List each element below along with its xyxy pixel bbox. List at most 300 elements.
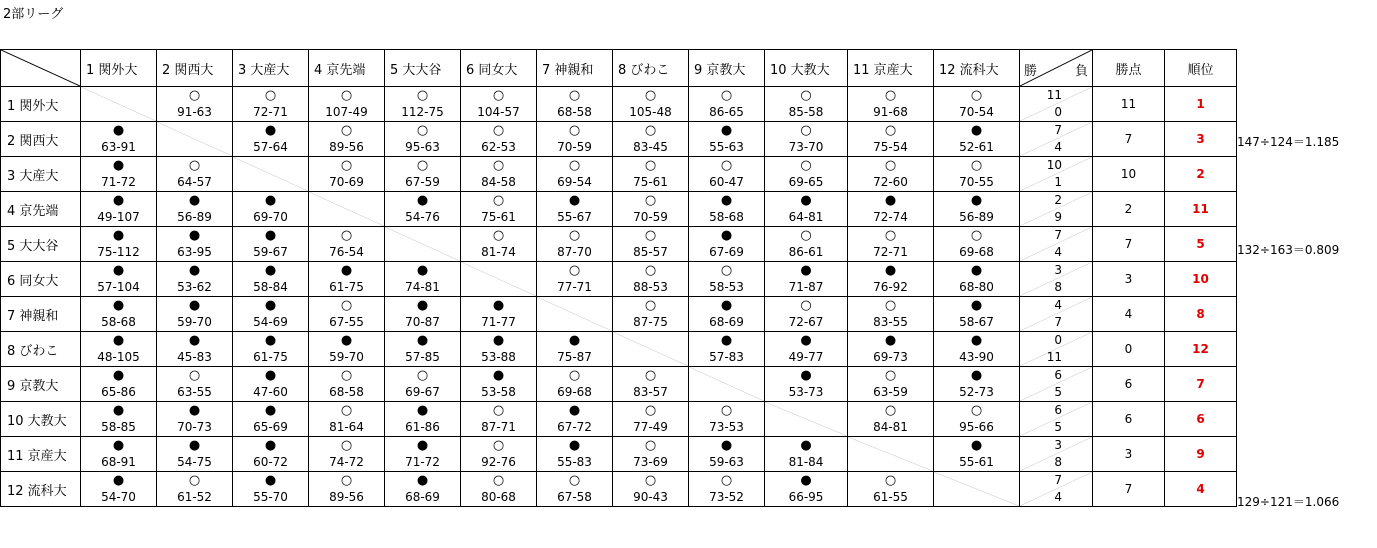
win-mark: ○ bbox=[340, 228, 353, 243]
score: 68-80 bbox=[959, 280, 994, 294]
row-team-name: 12 流科大 bbox=[1, 472, 81, 507]
loss-mark: ● bbox=[112, 263, 125, 278]
loss-mark: ● bbox=[720, 123, 733, 138]
win-mark: ○ bbox=[416, 123, 429, 138]
win-mark: ○ bbox=[800, 298, 812, 313]
result-cell bbox=[848, 297, 934, 332]
score: 70-87 bbox=[405, 315, 440, 329]
points-cell: 3 bbox=[1093, 437, 1165, 472]
score: 71-72 bbox=[405, 455, 440, 469]
loss-mark: ● bbox=[112, 298, 125, 313]
score: 91-68 bbox=[873, 105, 908, 119]
loss-mark: ● bbox=[264, 473, 277, 488]
loss-mark: ● bbox=[264, 193, 277, 208]
result-cell bbox=[309, 262, 385, 297]
score: 59-67 bbox=[253, 245, 288, 259]
self-match-cell bbox=[934, 472, 1020, 507]
wins: 7 bbox=[1054, 228, 1062, 242]
win-mark: ○ bbox=[340, 368, 353, 383]
result-cell bbox=[157, 262, 233, 297]
header-win: 勝 bbox=[1024, 64, 1038, 79]
loss-mark: ● bbox=[720, 438, 733, 453]
result-cell bbox=[385, 122, 461, 157]
header-team-10: 10 大教大 bbox=[765, 50, 848, 87]
score: 90-43 bbox=[633, 490, 668, 504]
score: 112-75 bbox=[401, 105, 444, 119]
rank-cell: 1 bbox=[1165, 87, 1237, 122]
score: 53-62 bbox=[177, 280, 212, 294]
points-cell: 11 bbox=[1093, 87, 1165, 122]
loss-mark: ● bbox=[800, 263, 812, 278]
score: 54-75 bbox=[177, 455, 212, 469]
result-cell bbox=[765, 472, 848, 507]
self-match-cell bbox=[613, 332, 689, 367]
win-loss-cell bbox=[1020, 437, 1093, 472]
result-cell bbox=[309, 297, 385, 332]
loss-mark: ● bbox=[112, 228, 125, 243]
loss-mark: ● bbox=[800, 473, 812, 488]
result-cell bbox=[385, 192, 461, 227]
score: 64-57 bbox=[177, 175, 212, 189]
header-team-5: 5 大大谷 bbox=[385, 50, 461, 87]
score: 62-53 bbox=[481, 140, 516, 154]
result-cell bbox=[848, 367, 934, 402]
result-cell bbox=[537, 87, 613, 122]
loss-mark: ● bbox=[112, 193, 125, 208]
self-match-cell bbox=[233, 157, 309, 192]
win-mark: ○ bbox=[720, 88, 733, 103]
loss-mark: ● bbox=[112, 403, 125, 418]
result-cell bbox=[309, 87, 385, 122]
score: 72-71 bbox=[873, 245, 908, 259]
win-mark: ○ bbox=[884, 228, 897, 243]
score: 91-63 bbox=[177, 105, 212, 119]
win-mark: ○ bbox=[800, 123, 812, 138]
loss-mark: ● bbox=[112, 368, 125, 383]
result-cell bbox=[461, 227, 537, 262]
win-mark: ○ bbox=[644, 158, 657, 173]
score: 73-69 bbox=[633, 455, 668, 469]
result-cell bbox=[848, 472, 934, 507]
header-team-8: 8 びわこ bbox=[613, 50, 689, 87]
score: 58-68 bbox=[709, 210, 744, 224]
result-cell bbox=[934, 192, 1020, 227]
result-cell bbox=[461, 472, 537, 507]
result-cell bbox=[765, 297, 848, 332]
table-row bbox=[1, 367, 1237, 402]
wins: 4 bbox=[1054, 298, 1062, 312]
win-loss-cell bbox=[1020, 122, 1093, 157]
result-cell bbox=[309, 157, 385, 192]
wins: 7 bbox=[1054, 123, 1062, 137]
table-row bbox=[1, 192, 1237, 227]
page-title: 2部リーグ bbox=[3, 7, 64, 22]
losses: 5 bbox=[1054, 385, 1062, 399]
result-cell bbox=[385, 367, 461, 402]
points-cell: 7 bbox=[1093, 122, 1165, 157]
win-mark: ○ bbox=[492, 88, 505, 103]
result-cell bbox=[157, 227, 233, 262]
points-cell: 3 bbox=[1093, 262, 1165, 297]
row-team-name: 11 京産大 bbox=[1, 437, 81, 472]
result-cell bbox=[309, 402, 385, 437]
rank-cell: 10 bbox=[1165, 262, 1237, 297]
result-cell bbox=[461, 157, 537, 192]
result-cell bbox=[233, 192, 309, 227]
loss-mark: ● bbox=[112, 473, 125, 488]
result-cell bbox=[461, 437, 537, 472]
self-match-cell bbox=[385, 227, 461, 262]
result-cell bbox=[157, 87, 233, 122]
result-cell bbox=[537, 192, 613, 227]
score: 84-81 bbox=[873, 420, 908, 434]
win-mark: ○ bbox=[492, 193, 505, 208]
loss-mark: ● bbox=[188, 263, 201, 278]
win-mark: ○ bbox=[884, 88, 897, 103]
win-mark: ○ bbox=[340, 403, 353, 418]
wins: 3 bbox=[1054, 438, 1062, 452]
score: 70-59 bbox=[557, 140, 592, 154]
win-mark: ○ bbox=[970, 228, 983, 243]
loss-mark: ● bbox=[720, 228, 733, 243]
table-row bbox=[1, 157, 1237, 192]
win-mark: ○ bbox=[188, 158, 201, 173]
league-table bbox=[0, 49, 1237, 507]
result-cell bbox=[934, 262, 1020, 297]
score: 72-71 bbox=[253, 105, 288, 119]
loss-mark: ● bbox=[568, 333, 581, 348]
loss-mark: ● bbox=[720, 298, 733, 313]
header-loss: 負 bbox=[1074, 64, 1088, 79]
result-cell bbox=[689, 332, 765, 367]
header-team-2: 2 関西大 bbox=[157, 50, 233, 87]
score: 59-70 bbox=[329, 350, 364, 364]
win-mark: ○ bbox=[568, 88, 581, 103]
result-cell bbox=[689, 297, 765, 332]
losses: 8 bbox=[1054, 455, 1062, 469]
score: 72-67 bbox=[788, 315, 824, 329]
result-cell bbox=[81, 472, 157, 507]
wins: 0 bbox=[1054, 333, 1062, 347]
score: 58-85 bbox=[101, 420, 136, 434]
loss-mark: ● bbox=[264, 403, 277, 418]
self-match-cell bbox=[157, 122, 233, 157]
score: 67-59 bbox=[405, 175, 440, 189]
loss-mark: ● bbox=[112, 123, 125, 138]
header-team-3: 3 大産大 bbox=[233, 50, 309, 87]
score: 68-69 bbox=[709, 315, 744, 329]
header-team-1: 1 関外大 bbox=[81, 50, 157, 87]
score: 57-64 bbox=[253, 140, 288, 154]
score: 61-75 bbox=[329, 280, 364, 294]
result-cell bbox=[81, 262, 157, 297]
losses: 4 bbox=[1054, 245, 1062, 259]
win-mark: ○ bbox=[568, 473, 581, 488]
score: 95-63 bbox=[405, 140, 440, 154]
win-mark: ○ bbox=[970, 403, 983, 418]
score: 81-84 bbox=[788, 455, 824, 469]
result-cell bbox=[461, 367, 537, 402]
score: 83-57 bbox=[633, 385, 668, 399]
score: 72-60 bbox=[873, 175, 908, 189]
score: 70-69 bbox=[329, 175, 364, 189]
corner-cell bbox=[1, 50, 81, 87]
points-cell: 10 bbox=[1093, 157, 1165, 192]
table-row bbox=[1, 402, 1237, 437]
score: 69-65 bbox=[788, 175, 824, 189]
score: 73-70 bbox=[788, 140, 824, 154]
result-cell bbox=[689, 157, 765, 192]
loss-mark: ● bbox=[970, 123, 983, 138]
score: 53-88 bbox=[481, 350, 516, 364]
result-cell bbox=[765, 262, 848, 297]
score: 89-56 bbox=[329, 140, 364, 154]
result-cell bbox=[157, 297, 233, 332]
result-cell bbox=[385, 157, 461, 192]
score: 81-64 bbox=[329, 420, 364, 434]
score: 55-61 bbox=[959, 455, 994, 469]
loss-mark: ● bbox=[800, 438, 812, 453]
result-cell bbox=[934, 227, 1020, 262]
win-mark: ○ bbox=[188, 368, 201, 383]
header-rank: 順位 bbox=[1165, 50, 1237, 87]
result-cell bbox=[309, 227, 385, 262]
win-mark: ○ bbox=[800, 158, 812, 173]
win-mark: ○ bbox=[416, 158, 429, 173]
loss-mark: ● bbox=[720, 333, 733, 348]
result-cell bbox=[765, 367, 848, 402]
result-cell bbox=[765, 332, 848, 367]
score: 92-76 bbox=[481, 455, 516, 469]
score: 70-55 bbox=[959, 175, 994, 189]
loss-mark: ● bbox=[264, 228, 277, 243]
result-cell bbox=[934, 297, 1020, 332]
result-cell bbox=[309, 437, 385, 472]
result-cell bbox=[309, 367, 385, 402]
loss-mark: ● bbox=[416, 403, 429, 418]
result-cell bbox=[765, 87, 848, 122]
win-mark: ○ bbox=[644, 228, 657, 243]
win-mark: ○ bbox=[644, 123, 657, 138]
header-team-9: 9 京教大 bbox=[689, 50, 765, 87]
row-team-name: 6 同女大 bbox=[1, 262, 81, 297]
header-team-12: 12 流科大 bbox=[934, 50, 1020, 87]
win-mark: ○ bbox=[644, 403, 657, 418]
result-cell bbox=[233, 402, 309, 437]
result-cell bbox=[157, 157, 233, 192]
loss-mark: ● bbox=[416, 438, 429, 453]
score: 75-54 bbox=[873, 140, 908, 154]
score: 52-73 bbox=[959, 385, 994, 399]
score: 72-74 bbox=[873, 210, 908, 224]
win-mark: ○ bbox=[720, 263, 733, 278]
points-cell: 0 bbox=[1093, 332, 1165, 367]
score: 95-66 bbox=[959, 420, 994, 434]
result-cell bbox=[233, 262, 309, 297]
win-mark: ○ bbox=[568, 123, 581, 138]
result-cell bbox=[157, 367, 233, 402]
win-mark: ○ bbox=[644, 263, 657, 278]
score: 47-60 bbox=[253, 385, 288, 399]
win-mark: ○ bbox=[188, 473, 201, 488]
win-mark: ○ bbox=[884, 298, 897, 313]
result-cell bbox=[461, 332, 537, 367]
result-cell bbox=[613, 367, 689, 402]
win-mark: ○ bbox=[188, 88, 201, 103]
result-cell bbox=[233, 332, 309, 367]
win-mark: ○ bbox=[644, 473, 657, 488]
result-cell bbox=[765, 192, 848, 227]
score: 67-55 bbox=[329, 315, 364, 329]
result-cell bbox=[309, 332, 385, 367]
result-cell bbox=[848, 157, 934, 192]
result-cell bbox=[689, 87, 765, 122]
wins: 10 bbox=[1046, 158, 1062, 172]
score: 74-81 bbox=[405, 280, 440, 294]
win-loss-cell bbox=[1020, 367, 1093, 402]
result-cell bbox=[689, 227, 765, 262]
table-row bbox=[1, 122, 1237, 157]
table-row bbox=[1, 472, 1237, 507]
score: 56-89 bbox=[177, 210, 212, 224]
row-team-name: 10 大教大 bbox=[1, 402, 81, 437]
win-mark: ○ bbox=[884, 123, 897, 138]
result-cell bbox=[613, 157, 689, 192]
result-cell bbox=[689, 402, 765, 437]
result-cell bbox=[537, 402, 613, 437]
points-cell: 6 bbox=[1093, 402, 1165, 437]
result-cell bbox=[157, 437, 233, 472]
win-mark: ○ bbox=[970, 88, 983, 103]
loss-mark: ● bbox=[884, 263, 897, 278]
loss-mark: ● bbox=[264, 368, 277, 383]
header-win-loss bbox=[1020, 50, 1093, 87]
loss-mark: ● bbox=[568, 438, 581, 453]
self-match-cell bbox=[765, 402, 848, 437]
self-match-cell bbox=[461, 262, 537, 297]
score: 75-87 bbox=[557, 350, 592, 364]
losses: 5 bbox=[1054, 420, 1062, 434]
loss-mark: ● bbox=[188, 333, 201, 348]
points-cell: 2 bbox=[1093, 192, 1165, 227]
loss-mark: ● bbox=[884, 333, 897, 348]
result-cell bbox=[934, 437, 1020, 472]
result-cell bbox=[848, 87, 934, 122]
score: 69-70 bbox=[253, 210, 288, 224]
score: 53-73 bbox=[788, 385, 824, 399]
score: 67-69 bbox=[709, 245, 744, 259]
win-mark: ○ bbox=[492, 473, 505, 488]
win-mark: ○ bbox=[720, 158, 733, 173]
rank-cell: 4 bbox=[1165, 472, 1237, 507]
wins: 6 bbox=[1054, 368, 1062, 382]
score: 65-86 bbox=[101, 385, 136, 399]
score: 65-69 bbox=[253, 420, 288, 434]
result-cell bbox=[934, 402, 1020, 437]
loss-mark: ● bbox=[970, 368, 983, 383]
score: 55-70 bbox=[253, 490, 288, 504]
loss-mark: ● bbox=[264, 438, 277, 453]
score: 87-75 bbox=[633, 315, 668, 329]
score: 61-86 bbox=[405, 420, 440, 434]
score: 67-58 bbox=[557, 490, 592, 504]
table-row bbox=[1, 297, 1237, 332]
win-loss-cell bbox=[1020, 87, 1093, 122]
score: 59-63 bbox=[709, 455, 744, 469]
score: 70-73 bbox=[177, 420, 212, 434]
win-mark: ○ bbox=[884, 368, 897, 383]
ratio-note: 129÷121＝1.066 bbox=[1237, 495, 1340, 509]
score: 75-61 bbox=[481, 210, 516, 224]
self-match-cell bbox=[537, 297, 613, 332]
result-cell bbox=[613, 192, 689, 227]
loss-mark: ● bbox=[970, 438, 983, 453]
win-loss-cell bbox=[1020, 297, 1093, 332]
score: 74-72 bbox=[329, 455, 364, 469]
score: 63-91 bbox=[101, 140, 136, 154]
win-loss-cell bbox=[1020, 402, 1093, 437]
losses: 4 bbox=[1054, 140, 1062, 154]
loss-mark: ● bbox=[112, 158, 125, 173]
result-cell bbox=[934, 122, 1020, 157]
result-cell bbox=[233, 437, 309, 472]
score: 81-74 bbox=[481, 245, 516, 259]
score: 76-92 bbox=[873, 280, 908, 294]
loss-mark: ● bbox=[264, 298, 277, 313]
result-cell bbox=[689, 122, 765, 157]
loss-mark: ● bbox=[340, 263, 353, 278]
result-cell bbox=[613, 437, 689, 472]
win-mark: ○ bbox=[644, 193, 657, 208]
result-cell bbox=[613, 262, 689, 297]
points-cell: 4 bbox=[1093, 297, 1165, 332]
result-cell bbox=[81, 297, 157, 332]
loss-mark: ● bbox=[188, 298, 201, 313]
loss-mark: ● bbox=[970, 333, 983, 348]
score: 83-55 bbox=[873, 315, 908, 329]
win-mark: ○ bbox=[340, 123, 353, 138]
result-cell bbox=[461, 297, 537, 332]
result-cell bbox=[385, 262, 461, 297]
result-cell bbox=[765, 122, 848, 157]
table-row bbox=[1, 437, 1237, 472]
result-cell bbox=[537, 437, 613, 472]
score: 55-83 bbox=[557, 455, 592, 469]
header-points: 勝点 bbox=[1093, 50, 1165, 87]
loss-mark: ● bbox=[188, 193, 201, 208]
points-cell: 7 bbox=[1093, 472, 1165, 507]
score: 88-53 bbox=[633, 280, 668, 294]
score: 70-59 bbox=[633, 210, 668, 224]
result-cell bbox=[157, 402, 233, 437]
score: 69-68 bbox=[557, 385, 592, 399]
rank-cell: 6 bbox=[1165, 402, 1237, 437]
win-mark: ○ bbox=[884, 473, 897, 488]
score: 71-77 bbox=[481, 315, 516, 329]
result-cell bbox=[81, 227, 157, 262]
result-cell bbox=[537, 122, 613, 157]
win-mark: ○ bbox=[720, 403, 733, 418]
rank-cell: 2 bbox=[1165, 157, 1237, 192]
row-team-name: 7 神親和 bbox=[1, 297, 81, 332]
result-cell bbox=[81, 157, 157, 192]
result-cell bbox=[157, 472, 233, 507]
rank-cell: 7 bbox=[1165, 367, 1237, 402]
row-team-name: 8 びわこ bbox=[1, 332, 81, 367]
rank-cell: 11 bbox=[1165, 192, 1237, 227]
score: 69-54 bbox=[557, 175, 592, 189]
win-loss-cell bbox=[1020, 227, 1093, 262]
